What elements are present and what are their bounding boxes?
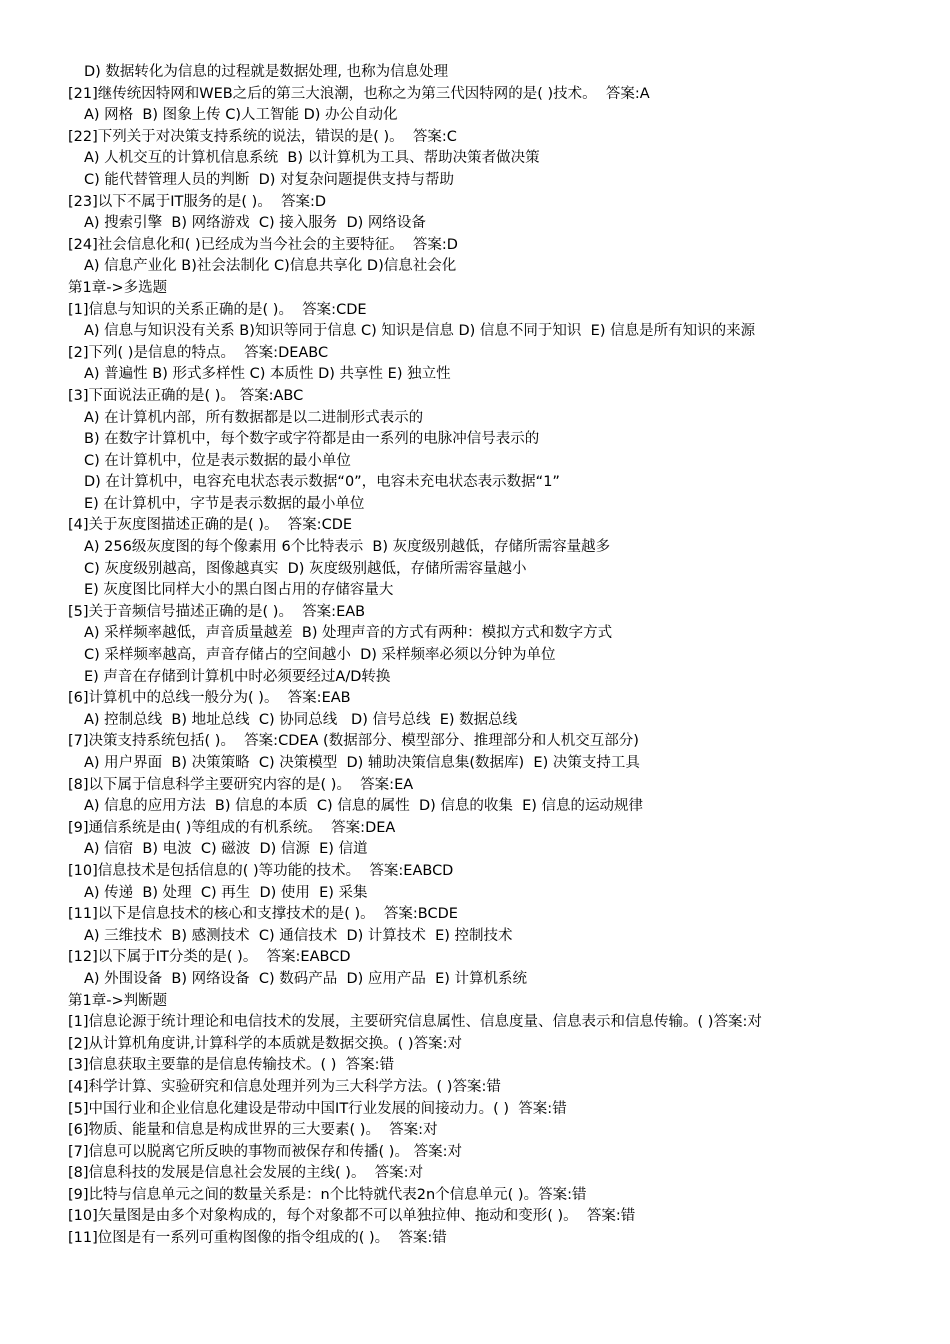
question-line: [23]以下不属于IT服务的是( )。 答案:D	[68, 193, 327, 210]
option-line: E) 声音在存储到计算机中时必须要经过A/D转换	[84, 668, 391, 685]
question-line: [6]计算机中的总线一般分为( )。 答案:EAB	[68, 690, 351, 707]
question-line: [10]信息技术是包括信息的( )等功能的技术。 答案:EABCD	[68, 862, 454, 879]
question-line: [12]以下属于IT分类的是( )。 答案:EABCD	[68, 949, 351, 966]
question-line: [11]位图是有一系列可重构图像的指令组成的( )。 答案:错	[68, 1230, 447, 1247]
question-line: [11]以下是信息技术的核心和支撑技术的是( )。 答案:BCDE	[68, 906, 458, 923]
question-line: [5]关于音频信号描述正确的是( )。 答案:EAB	[68, 603, 366, 620]
question-line: [22]下列关于对决策支持系统的说法，错误的是( )。 答案:C	[68, 128, 457, 145]
question-line: [24]社会信息化和( )已经成为当今社会的主要特征。 答案:D	[68, 236, 458, 253]
question-line: [2]从计算机角度讲,计算科学的本质就是数据交换。( )答案:对	[68, 1035, 462, 1052]
question-line: [7]决策支持系统包括( )。 答案:CDEA (数据部分、模型部分、推理部分和人机交互部分)	[68, 733, 639, 750]
question-line: [1]信息论源于统计理论和电信技术的发展，主要研究信息属性、信息度量、信息表示和信息传输。( )答案:对	[68, 1014, 762, 1031]
option-line: C) 在计算机中，位是表示数据的最小单位	[84, 452, 351, 469]
option-line: D) 数据转化为信息的过程就是数据处理, 也称为信息处理	[84, 64, 449, 80]
option-line: A) 传递 B) 处理 C) 再生 D) 使用 E) 采集	[84, 884, 368, 901]
option-line: A) 网格 B) 图象上传 C)人工智能 D) 办公自动化	[84, 107, 398, 124]
option-line: A) 信息的应用方法 B) 信息的本质 C) 信息的属性 D) 信息的收集 E) 信息的运动规律	[84, 798, 644, 815]
option-line: A) 三维技术 B) 感测技术 C) 通信技术 D) 计算技术 E) 控制技术	[84, 927, 513, 944]
question-line: [6]物质、能量和信息是构成世界的三大要素( )。 答案:对	[68, 1122, 438, 1139]
option-line: C) 能代替管理人员的判断 D) 对复杂问题提供支持与帮助	[84, 171, 455, 188]
question-line: [8]以下属于信息科学主要研究内容的是( )。 答案:EA	[68, 776, 414, 793]
question-line: 第1章->判断题	[68, 992, 168, 1009]
option-line: E) 灰度图比同样大小的黑白图占用的存储容量大	[84, 582, 394, 599]
question-line: [8]信息科技的发展是信息社会发展的主线( )。 答案:对	[68, 1165, 424, 1182]
question-line: [21]继传统因特网和WEB之后的第三大浪潮，也称之为第三代因特网的是( )技术。 答案:A	[68, 85, 650, 102]
question-line: [4]科学计算、实验研究和信息处理并列为三大科学方法。( )答案:错	[68, 1078, 501, 1095]
question-line: [2]下列( )是信息的特点。 答案:DEABC	[68, 344, 329, 361]
question-line: [7]信息可以脱离它所反映的事物而被保存和传播( )。 答案:对	[68, 1143, 462, 1160]
option-line: D) 在计算机中，电容充电状态表示数据“0”，电容未充电状态表示数据“1”	[84, 474, 560, 491]
option-line: A) 外围设备 B) 网络设备 C) 数码产品 D) 应用产品 E) 计算机系统	[84, 970, 528, 987]
question-line: [4]关于灰度图描述正确的是( )。 答案:CDE	[68, 517, 353, 534]
option-line: A) 人机交互的计算机信息系统 B) 以计算机为工具、帮助决策者做决策	[84, 150, 540, 167]
option-line: A) 信息与知识没有关系 B)知识等同于信息 C) 知识是信息 D) 信息不同于知识 E) 信息是所有知识的来源	[84, 323, 756, 340]
question-line: [9]比特与信息单元之间的数量关系是：n个比特就代表2n个信息单元( )。答案:错	[68, 1186, 587, 1203]
option-line: A) 256级灰度图的每个像素用 6个比特表示 B) 灰度级别越低，存储所需容量越多	[84, 539, 611, 556]
option-line: A) 普遍性 B) 形式多样性 C) 本质性 D) 共享性 E) 独立性	[84, 366, 451, 383]
option-line: A) 用户界面 B) 决策策略 C) 决策模型 D) 辅助决策信息集(数据库) E) 决策支持工具	[84, 755, 640, 771]
question-line: [10]矢量图是由多个对象构成的，每个对象都不可以单独拉伸、拖动和变形( )。 答案:错	[68, 1208, 636, 1225]
option-line: A) 搜索引擎 B) 网络游戏 C) 接入服务 D) 网络设备	[84, 215, 426, 232]
question-line: [3]信息获取主要靠的是信息传输技术。( ) 答案:错	[68, 1057, 395, 1074]
question-line: [9]通信系统是由( )等组成的有机系统。 答案:DEA	[68, 819, 396, 836]
option-line: A) 在计算机内部，所有数据都是以二进制形式表示的	[84, 409, 424, 426]
option-line: B) 在数字计算机中，每个数字或字符都是由一系列的电脉冲信号表示的	[84, 431, 540, 448]
option-line: A) 信宿 B) 电波 C) 磁波 D) 信源 E) 信道	[84, 841, 368, 858]
option-line: C) 灰度级别越高，图像越真实 D) 灰度级别越低，存储所需容量越小	[84, 560, 527, 577]
question-line: [3]下面说法正确的是( )。 答案:ABC	[68, 387, 304, 404]
question-line: 第1章->多选题	[68, 279, 168, 296]
option-line: A) 采样频率越低，声音质量越差 B) 处理声音的方式有两种：模拟方式和数字方式	[84, 625, 613, 642]
option-line: A) 信息产业化 B)社会法制化 C)信息共享化 D)信息社会化	[84, 258, 457, 275]
question-line: [5]中国行业和企业信息化建设是带动中国IT行业发展的间接动力。( ) 答案:错	[68, 1100, 567, 1117]
option-line: E) 在计算机中，字节是表示数据的最小单位	[84, 495, 365, 512]
option-line: C) 采样频率越高，声音存储占的空间越小 D) 采样频率必须以分钟为单位	[84, 647, 556, 664]
document-body	[68, 62, 938, 1250]
question-line: [1]信息与知识的关系正确的是( )。 答案:CDE	[68, 301, 367, 318]
option-line: A) 控制总线 B) 地址总线 C) 协同总线 D) 信号总线 E) 数据总线	[84, 711, 518, 728]
